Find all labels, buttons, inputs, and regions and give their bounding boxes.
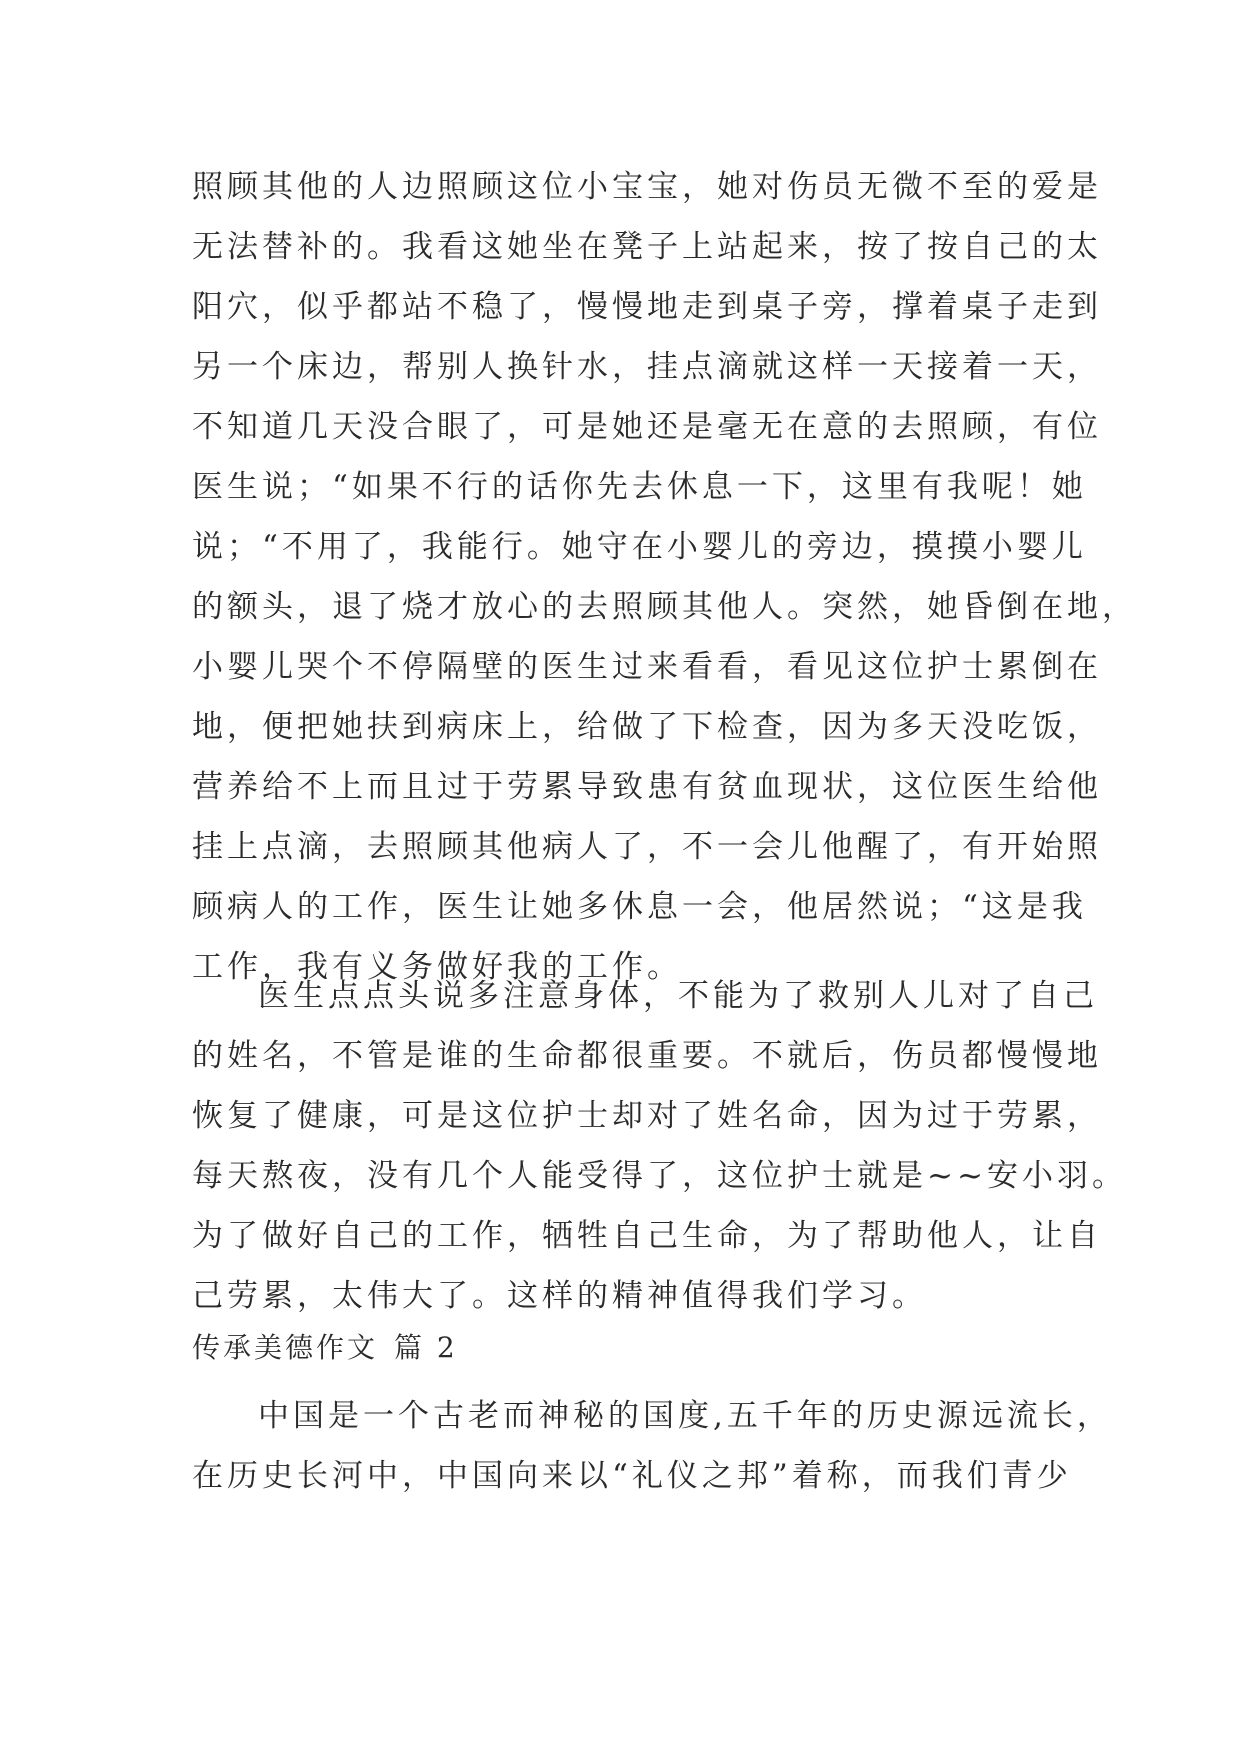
paragraph-line: 中国是一个古老而神秘的国度,五千年的历史源远流长， (258, 1398, 1112, 1434)
paragraph-line: 为了做好自己的工作，牺牲自己生命，为了帮助他人，让自 (192, 1218, 1102, 1254)
paragraph-line: 营养给不上而且过于劳累导致患有贫血现状，这位医生给他 (192, 769, 1102, 805)
paragraph-line: 工作，我有义务做好我的工作。 (192, 949, 682, 985)
paragraph-line: 说；“不用了，我能行。她守在小婴儿的旁边，摸摸小婴儿 (192, 529, 1087, 565)
paragraph-2 (192, 966, 1127, 1326)
paragraph-line: 另一个床边，帮别人换针水，挂点滴就这样一天接着一天， (192, 349, 1102, 385)
paragraph-line: 的姓名，不管是谁的生命都很重要。不就后，伤员都慢慢地 (192, 1038, 1102, 1074)
paragraph-line: 阳穴，似乎都站不稳了，慢慢地走到桌子旁，撑着桌子走到 (192, 289, 1102, 325)
section-heading-title: 传承美德作文 (192, 1331, 379, 1364)
paragraph-line: 在历史长河中，中国向来以“礼仪之邦”着称，而我们青少 (192, 1458, 1072, 1494)
paragraph-line: 每天熬夜，没有几个人能受得了，这位护士就是~~安小羽。 (192, 1158, 1127, 1194)
paragraph-line: 地，便把她扶到病床上，给做了下检查，因为多天没吃饭， (192, 709, 1102, 745)
paragraph-line: 医生点点头说多注意身体，不能为了救别人儿对了自己 (258, 978, 1098, 1014)
paragraph-line: 医生说；“如果不行的话你先去休息一下，这里有我呢！她 (192, 469, 1087, 505)
paragraph-1 (192, 157, 1137, 997)
paragraph-line: 恢复了健康，可是这位护士却对了姓名命，因为过于劳累， (192, 1098, 1102, 1134)
paragraph-line: 挂上点滴，去照顾其他病人了，不一会儿他醒了，有开始照 (192, 829, 1102, 865)
paragraph-line: 不知道几天没合眼了，可是她还是毫无在意的去照顾，有位 (192, 409, 1102, 445)
paragraph-line: 小婴儿哭个不停隔壁的医生过来看看，看见这位护士累倒在 (192, 649, 1102, 685)
paragraph-line: 无法替补的。我看这她坐在凳子上站起来，按了按自己的太 (192, 229, 1102, 265)
paragraph-3 (192, 1386, 1112, 1506)
paragraph-line: 顾病人的工作，医生让她多休息一会，他居然说；“这是我 (192, 889, 1087, 925)
section-heading-part: 篇 2 (394, 1331, 458, 1364)
paragraph-line: 己劳累，太伟大了。这样的精神值得我们学习。 (192, 1278, 927, 1314)
paragraph-line: 照顾其他的人边照顾这位小宝宝，她对伤员无微不至的爱是 (192, 169, 1102, 205)
paragraph-line: 的额头，退了烧才放心的去照顾其他人。突然，她昏倒在地， (192, 589, 1137, 625)
section-heading (192, 1318, 458, 1378)
